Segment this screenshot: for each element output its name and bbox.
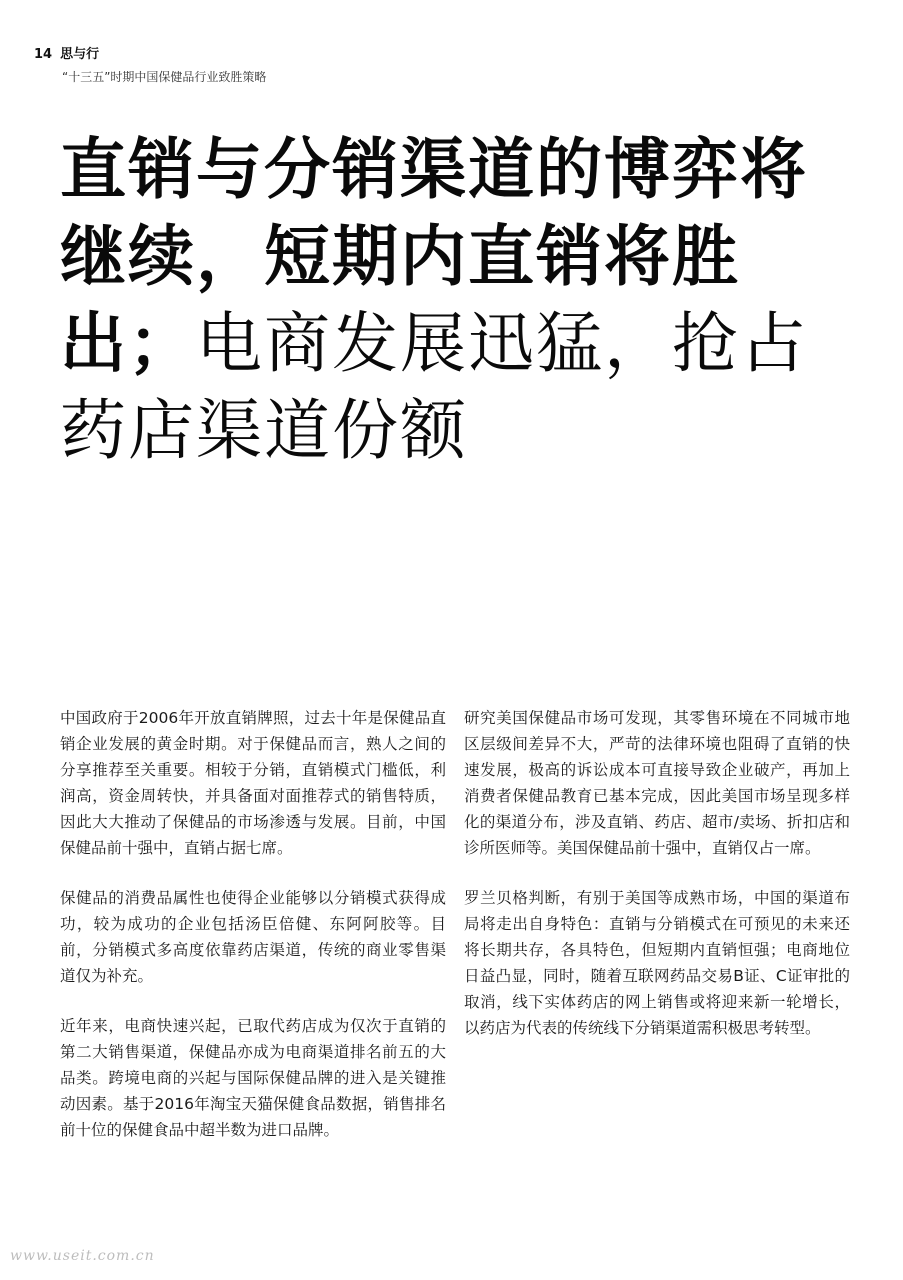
page-header	[34, 46, 634, 84]
page-number: 14	[34, 47, 53, 62]
left-column	[60, 705, 446, 1167]
header-top	[34, 46, 634, 64]
paragraph-ecommerce: 近年来，电商快速兴起，已取代药店成为仅次于直销的第二大销售渠道，保健品亦成为电商渠道排名前五的大品类。跨境电商的兴起与国际保健品牌的进入是关键推动因素。基于2016年淘宝天猫保健食品数据，销售排名前十位的保健食品中超半数为进口品牌。	[60, 1017, 446, 1139]
page-headline	[60, 126, 850, 474]
paragraph-roland-berger: 罗兰贝格判断，有别于美国等成熟市场，中国的渠道布局将走出自身特色：直销与分销模式在可预见的未来还将长期共存，各具特色，但短期内直销恒强；电商地位日益凸显，同时，随着互联网药品交易B证、C证审批的取消，线下实体药店的网上销售或将迎来新一轮增长，以药店为代表的传统线下分销渠道需积极思考转型。	[464, 889, 850, 1037]
paragraph-distribution: 保健品的消费品属性也使得企业能够以分销模式获得成功，较为成功的企业包括汤臣倍健、东阿阿胶等。目前，分销模式多高度依靠药店渠道，传统的商业零售渠道仅为补充。	[60, 889, 446, 985]
section-title: 思与行	[60, 47, 100, 62]
watermark: www.useit.com.cn	[10, 1248, 155, 1264]
header-subtitle: “十三五”时期中国保健品行业致胜策略	[62, 70, 267, 84]
paragraph-direct-sales: 中国政府于2006年开放直销牌照，过去十年是保健品直销企业发展的黄金时期。对于保健品而言，熟人之间的分享推荐至关重要。相较于分销，直销模式门槛低，利润高，资金周转快，并具备面对面推荐式的销售特质，因此大大推动了保健品的市场渗透与发展。目前，中国保健品前十强中，直销占据七席。	[60, 709, 446, 857]
paragraph-us-market: 研究美国保健品市场可发现，其零售环境在不同城市地区层级间差异不大，严苛的法律环境也阻碍了直销的快速发展，极高的诉讼成本可直接导致企业破产，再加上消费者保健品教育已基本完成，因此美国市场呈现多样化的渠道分布，涉及直销、药店、超市/卖场、折扣店和诊所医师等。美国保健品前十强中，直销仅占一席。	[464, 709, 850, 857]
right-column	[464, 705, 850, 1065]
headline-bold: 直销与分销渠道的博弈将继续，短期内直销将胜出；	[60, 131, 808, 382]
headline-regular: 电商发展迅猛，抢占药店渠道份额	[60, 305, 808, 469]
